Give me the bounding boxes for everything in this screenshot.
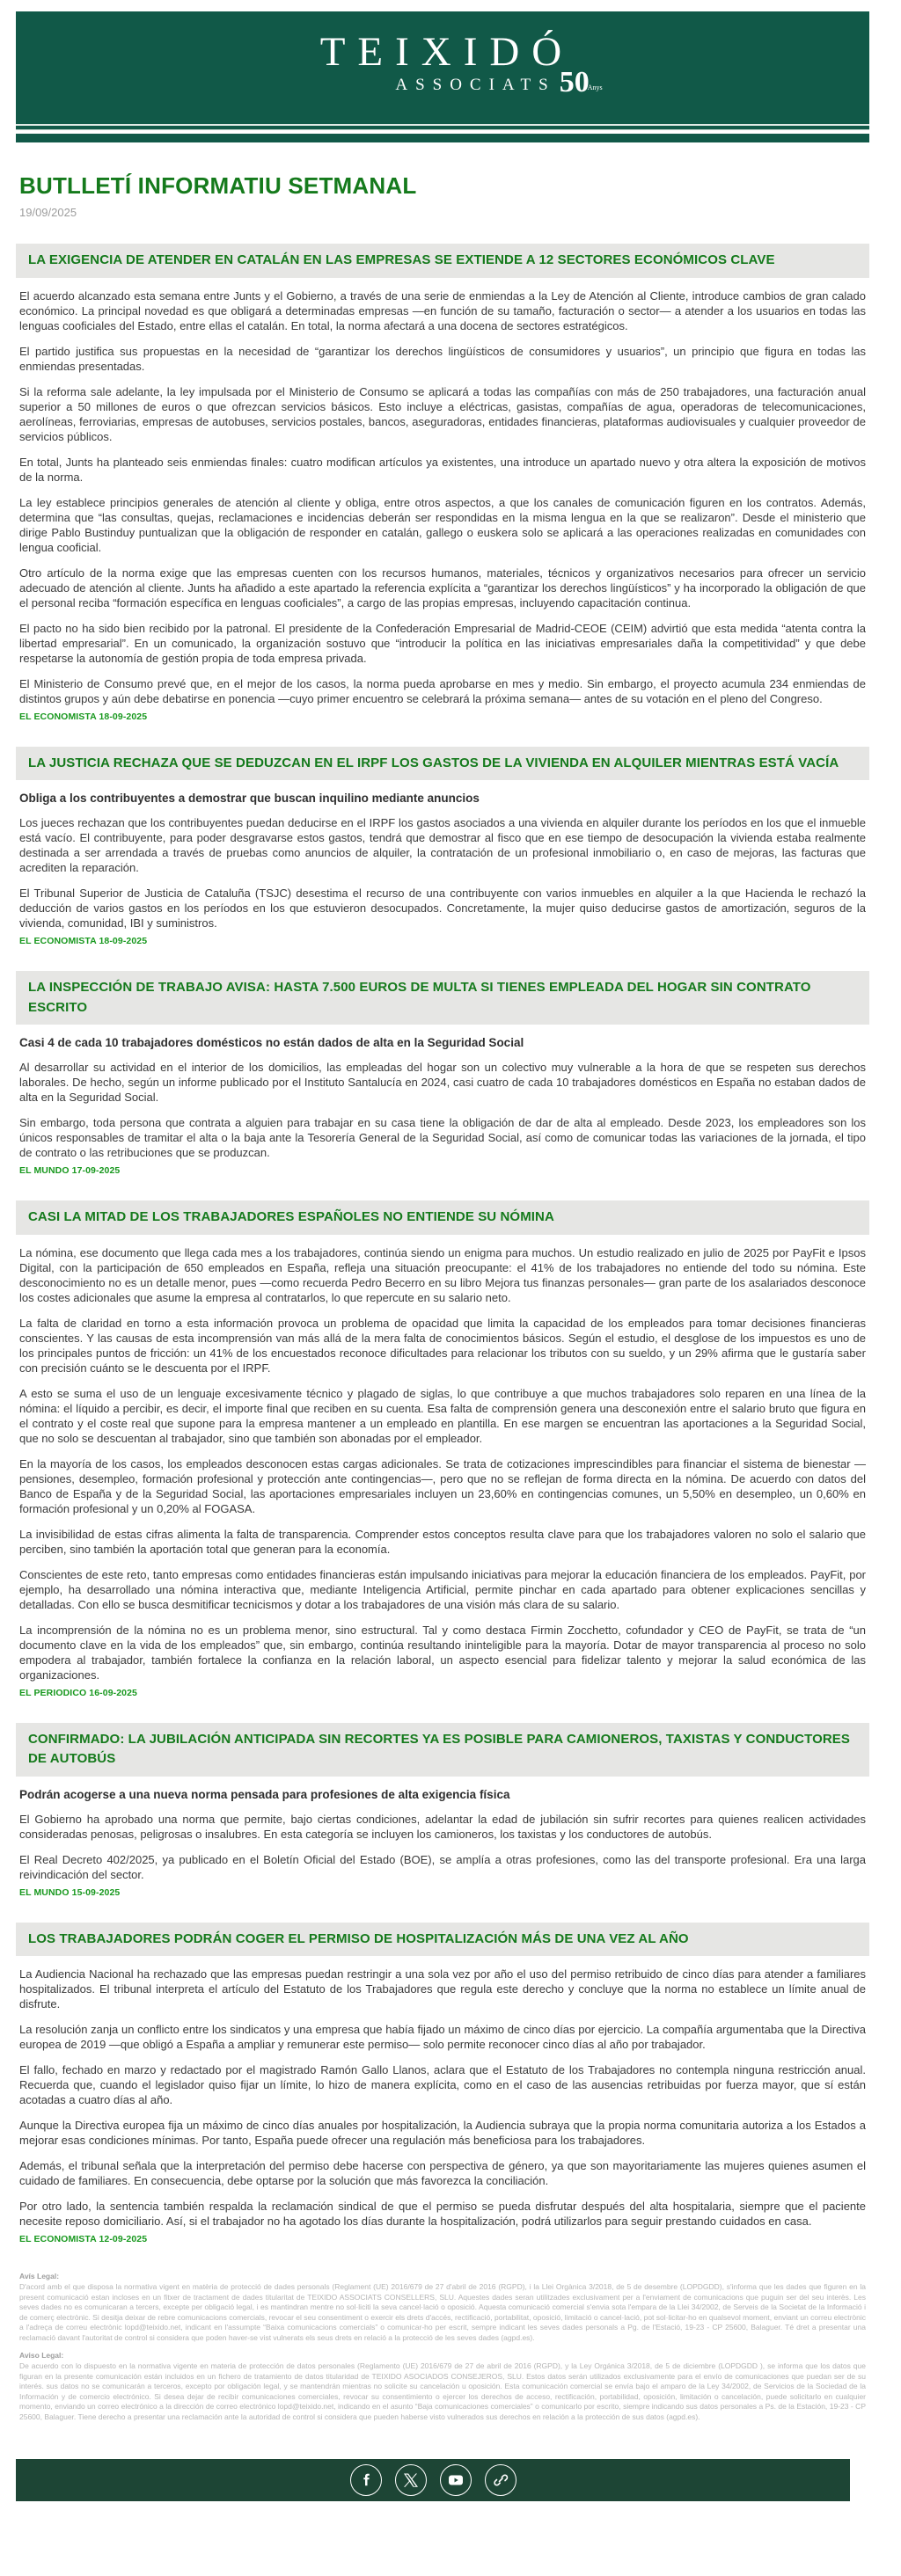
article-paragraph: La Audiencia Nacional ha rechazado que las empresas puedan restringir a una sola vez por año el uso del permiso retribuido de cinco días para atender a familiares hospitalizados. El tribunal interpreta el artículo del Estatuto de los Trabajadores que regula este derecho y concluye que la norma no establece un límite anual de disfrute.: [19, 1967, 866, 2010]
legal-block-catalan: [16, 2271, 869, 2343]
anniversary-50-logo: 50Anys: [559, 65, 603, 99]
section-title: LOS TRABAJADORES PODRÁN COGER EL PERMISO DE HOSPITALIZACIÓN MÁS DE UNA VEZ AL AÑO: [16, 1923, 869, 1957]
newsletter-page: [16, 11, 869, 2556]
footer-bar: [16, 2459, 850, 2501]
banner-double-rule: [16, 124, 869, 130]
source-citation: EL ECONOMISTA 12-09-2025: [19, 2234, 148, 2244]
news-section: [16, 244, 869, 722]
source-citation: EL MUNDO 17-09-2025: [19, 1165, 121, 1176]
article-paragraph: La invisibilidad de estas cifras alimenta la falta de transparencia. Comprender estos conceptos resulta clave para que los trabajadores valoren no solo el salario que perciben, sino también la aportación total que generan para la economía.: [19, 1527, 866, 1556]
source-citation: EL PERIODICO 16-09-2025: [19, 1687, 137, 1698]
x-twitter-icon[interactable]: [395, 2464, 427, 2496]
legal-title: Aviso Legal:: [19, 2351, 64, 2360]
news-section: [16, 1723, 869, 1898]
section-title: CASI LA MITAD DE LOS TRABAJADORES ESPAÑOLES NO ENTIENDE SU NÓMINA: [16, 1200, 869, 1235]
article-paragraph: El fallo, fechado en marzo y redactado por el magistrado Ramón Gallo Llanos, aclara que el Estatuto de los Trabajadores no contempla ninguna restricción anual. Recuerda que, cuando el legislador quiso fijar un límite, lo hizo de manera explícita, como en el caso de las ausencias retribuidas por fuerza mayor, que sí están acotadas a cuatro días al año.: [19, 2063, 866, 2106]
link-icon[interactable]: [485, 2464, 516, 2496]
article-paragraph: El acuerdo alcanzado esta semana entre Junts y el Gobierno, a través de una serie de enmiendas a la Ley de Atención al Cliente, introduce cambios de gran calado económico. La principal novedad es que obligará a determinadas empresas —en función de su tamaño, facturación o sector— a atender a los usuarios en todas las lenguas cooficiales del Estado, entre ellas el catalán. En total, la norma afectará a una docena de sectores estratégicos.: [19, 288, 866, 332]
article-paragraph: Además, el tribunal señala que la interpretación del permiso debe hacerse con perspectiva de género, ya que son mayoritariamente las mujeres quienes asumen el cuidado de familiares. En consecuencia, debe optarse por la solución que más favorezca la conciliación.: [19, 2159, 866, 2187]
source-citation: EL MUNDO 15-09-2025: [19, 1886, 121, 1898]
article-paragraph: Los jueces rechazan que los contribuyentes puedan deducirse en el IRPF los gastos asociados a una vivienda en alquiler durante los períodos en los que el inmueble está vacío. El contribuyente, para poder desgravarse estos gastos, tendrá que demostrar al fisco que en ese tiempo de desocupación la vivienda estaba realmente destinada a ser arrendada a través de pruebas como anuncios de alquiler, la contratación de un profesional inmobiliario o, en caso de mejoras, las facturas que acrediten la reparación.: [19, 816, 866, 874]
article-paragraph: Sin embargo, toda persona que contrata a alguien para trabajar en su casa tiene la obligación de dar de alta al empleado. Desde 2023, los empleadores son los únicos responsables de tramitar el alta o la baja ante la Tesorería General de la Seguridad Social, así como de comunicar todas las variaciones de la jornada, el tipo de contrato o las retribuciones que se produzcan.: [19, 1116, 866, 1159]
article-paragraph: Aunque la Directiva europea fija un máximo de cinco días anuales por hospitalización, la Audiencia subraya que la propia norma comunitaria autoriza a los Estados a mejorar esas condiciones mínimas. Por tanto, España puede ofrecer una regulación más beneficiosa para los trabajadores.: [19, 2119, 866, 2147]
news-section: [16, 747, 869, 947]
article-paragraph: A esto se suma el uso de un lenguaje excesivamente técnico y plagado de siglas, lo que contribuye a que muchos trabajadores solo reparen en una línea de la nómina: el líquido a percibir, es decir, el importe final que reciben en su cuenta. Esa falta de comprensión genera una desconexión entre el salario bruto que figura en el contrato y el coste real que supone para la empresa mantener a un empleado en plantilla. En ese margen se encuentran las aportaciones a la Seguridad Social, que no solo se descuentan al trabajador, sino que también son abonadas por el empleador.: [19, 1386, 866, 1445]
article-paragraph: La nómina, ese documento que llega cada mes a los trabajadores, continúa siendo un enigma para muchos. Un estudio realizado en julio de 2025 por PayFit e Ipsos Digital, con la participación de 650 empleados en España, refleja una situación preocupante: el 41% de los trabajadores no entiende del todo su nómina. Este desconocimiento no es un detalle menor, pues —como recuerda Pedro Becerro en su libro Mejora tus finanzas personales— gran parte de los asalariados desconoce los costes adicionales que asume la empresa al contratarlos, lo que repercute en su salario neto.: [19, 1245, 866, 1304]
page-title: BUTLLETÍ INFORMATIU SETMANAL: [19, 172, 417, 199]
article-paragraph: El partido justifica sus propuestas en la necesidad de “garantizar los derechos lingüísticos de consumidores y usuarios”, un principio que figura en todas las enmiendas presentadas.: [19, 344, 866, 373]
article-paragraph: El Real Decreto 402/2025, ya publicado en el Boletín Oficial del Estado (BOE), se amplía a otras profesiones, como las del transporte profesional. Era una larga reivindicación del sector.: [19, 1852, 866, 1881]
section-subtitle: Obliga a los contribuyentes a demostrar que buscan inquilino mediante anuncios: [19, 792, 480, 805]
legal-notices: [16, 2271, 869, 2422]
youtube-icon[interactable]: [440, 2464, 472, 2496]
brand-name: TEIXIDÓ: [319, 29, 575, 76]
legal-text: De acuerdo con lo dispuesto en la normativa vigente en materia de protección de datos personales (Reglamento (UE) 2016/679 de 27 de abril de 2016 (RGPD), y la Ley Orgánica 3/2018, de 5 de diciembre (LOPDGDD ), se informa que los datos que figuran en la presente comunicación están incluidos en un fichero de tratamiento de datos titularidad de TEIXIDO ASOCIADOS CONSEJEROS, SLU. Estos datos serán utilizados exclusivamente para el envío de comunicaciones que puedan ser de su interés. sus datos no se comunicarán a terceros, excepto por obligación legal, y se mantendrán mientras no solicite su cancelación u oposición. Esta comunicación comercial se envía bajo el amparo de la Ley 34/2002, de Servicios de la Sociedad de la Información y de comercio electrónico. Si desea dejar de recibir comunicaciones comerciales, revocar su consentimiento o ejercer los derechos de acceso, rectificación, portabilidad, oposición, limitación o cancelación, puede solicitarlo en cualquier momento, enviando un correo electrónico a la dirección de correo electrónico lopd@teixido.net, indicando en el asunto “Baja comunicaciones comerciales” o comunicarlo por escrito, siempre indicando sus datos personales a Ps. de la Estación, 19-23 - CP 25600, Balaguer. Tiene derecho a presentar una reclamación ante la autoridad de control si considera que pueden haberse visto vulnerados sus derechos en relación a la protección de sus datos (agpd.es).: [19, 2361, 866, 2421]
section-title: LA INSPECCIÓN DE TRABAJO AVISA: HASTA 7.500 EUROS DE MULTA SI TIENES EMPLEADA DEL HOGAR SIN CONTRATO ESCRITO: [16, 971, 869, 1025]
article-paragraph: Si la reforma sale adelante, la ley impulsada por el Ministerio de Consumo se aplicará a todas las compañías con más de 250 trabajadores, una facturación anual superior a 50 millones de euros o que ofrezcan servicios básicos. Esto incluye a eléctricas, gasistas, compañías de agua, operadoras de telecomunicaciones, aerolíneas, ferroviarias, empresas de autobuses, servicios postales, bancos, aseguradoras, entidades financieras, plataformas audiovisuales y cualquier proveedor de servicios públicos.: [19, 384, 866, 443]
section-title: LA EXIGENCIA DE ATENDER EN CATALÁN EN LAS EMPRESAS SE EXTIENDE A 12 SECTORES ECONÓMICOS CLAVE: [16, 244, 869, 278]
article-paragraph: El Gobierno ha aprobado una norma que permite, bajo ciertas condiciones, adelantar la edad de jubilación sin sufrir recortes para quienes realicen actividades consideradas penosas, peligrosas o insalubres. En esta categoría se incluyen los camioneros, los taxistas y los conductores de autobús.: [19, 1812, 866, 1841]
article-paragraph: La ley establece principios generales de atención al cliente y obliga, entre otros aspectos, a que los canales de comunicación figuren en los contratos. Además, determina que “las consultas, quejas, reclamaciones e incidencias deberán ser respondidas en la misma lengua en la que se realizaron”. Desde el ministerio que dirige Pablo Bustinduy puntualizan que la obligación de responder en catalán, gallego o euskera solo se aplicará a las operaciones realizadas en comunidades con lengua cooficial.: [19, 495, 866, 554]
anniversary-suffix: Anys: [587, 83, 603, 91]
legal-block-spanish: [16, 2350, 869, 2422]
brand-banner: [16, 11, 869, 124]
banner-bottom-strip: [16, 134, 869, 142]
article-paragraph: Conscientes de este reto, tanto empresas como entidades financieras están impulsando iniciativas para mejorar la educación financiera de los empleados. PayFit, por ejemplo, ha desarrollado una nómina interactiva que, mediante Inteligencia Artificial, permite pinchar en cada apartado para obtener explicaciones sencillas y detalladas. Con ello se busca desmitificar tecnicismos y dotar a los trabajadores de una visión más clara de su salario.: [19, 1567, 866, 1611]
article-paragraph: En la mayoría de los casos, los empleados desconocen estas cargas adicionales. Se trata de cotizaciones imprescindibles para financiar el sistema de bienestar —pensiones, desempleo, formación profesional y protección ante contingencias—, pero que no se reflejan de forma directa en la nómina. De acuerdo con datos del Banco de España y de la Seguridad Social, las aportaciones empresariales incluyen un 23,60% en contingencias comunes, un 5,50% en desempleo, un 0,60% en formación profesional y un 0,20% al FOGASA.: [19, 1456, 866, 1515]
section-subtitle: Casi 4 de cada 10 trabajadores domésticos no están dados de alta en la Seguridad Social: [19, 1036, 524, 1049]
article-paragraph: La resolución zanja un conflicto entre los sindicatos y una empresa que había fijado un máximo de cinco días por ejercicio. La compañía argumentaba que la Directiva europea de 2019 —que obligó a España a ampliar y remunerar este permiso— solo permite reconocer cinco días al año por trabajador.: [19, 2023, 866, 2051]
article-paragraph: Otro artículo de la norma exige que las empresas cuenten con los recursos humanos, materiales, técnicos y organizativos necesarios para ofrecer un servicio adecuado de atención al cliente. Junts ha añadido a este apartado la referencia explícita a “garantizar los derechos lingüísticos” y ha incorporado la obligación de que el personal reciba “formación específica en lenguas cooficiales”, a cargo de las propias empresas, incluyendo capacitación continua.: [19, 566, 866, 609]
news-section: [16, 1923, 869, 2245]
news-section: [16, 971, 869, 1176]
legal-text: D'acord amb el que disposa la normativa vigent en matèria de protecció de dades personals (Reglament (UE) 2016/679 de 27 d'abril de 2016 (RGPD), i la Llei Orgànica 3/2018, de 5 de desembre (LOPDGDD), s'informa que les dades que figuren en la present comunicació estan incloses en un fitxer de tractament de dades titularitat de TEIXIDO ASSOCIATS CONSELLERS, SLU. Aquestes dades seran utilitzades exclusivament per a l'enviament de comunicacions que puguin ser del seu interès. Les seves dades no es comunicaran a tercers, excepte per obligació legal, i es mantindran mentre no sol·liciti la seva cancel·lació o oposició. Aquesta comunicació comercial s'envia sota l'empara de la Llei 34/2002, de Serveis de la Societat de la Informació i de comerç electrònic. Si desitja deixar de rebre comunicacions comercials, revocar el seu consentiment o exercir els drets d'accés, rectificació, portabilitat, oposició, limitació o cancel·lació, pot sol·licitar-ho en qualsevol moment, enviant un correu electrònic a l'adreça de correu electrònic lopd@teixido.net, indicant en l'assumpte “Baixa comunicacions comercials” o comunicar-ho per escrit, sempre indicant les seves dades personals a Pg. de l'Estació, 19-23 - CP 25600, Balaguer. Té dret a presentar una reclamació davant l'autoritat de control si considera que poden haver-se vist vulnerats els seus drets en relació a la protecció de les seves dades (agpd.es).: [19, 2282, 866, 2342]
article-paragraph: El Ministerio de Consumo prevé que, en el mejor de los casos, la norma pueda aprobarse en mes y medio. Sin embargo, el proyecto acumula 234 enmiendas de distintos grupos y aún debe debatirse en ponencia —cuyo primer encuentro se celebrará la próxima semana— antes de su votación en el pleno del Congreso.: [19, 676, 866, 705]
article-paragraph: La falta de claridad en torno a esta información provoca un problema de opacidad que limita la capacidad de los empleados para tomar decisiones financieras conscientes. Y las causas de esta incomprensión van más allá de la mera falta de conocimientos básicos. Según el estudio, el desglose de los impuestos es uno de los principales puntos de fricción: un 41% de los encuestados reconoce dificultades para relacionar los tributos con su sueldo, y un 29% afirma que le gustaría saber con precisión cuánto se le descuenta por el IRPF.: [19, 1316, 866, 1375]
article-paragraph: Por otro lado, la sentencia también respalda la reclamación sindical de que el permiso se pueda disfrutar después del alta hospitalaria, siempre que el paciente necesite reposo domiciliario. Así, si el trabajador no ha agotado los días durante la hospitalización, podrá utilizarlos para seguir prestando cuidados en casa.: [19, 2200, 866, 2228]
source-citation: EL ECONOMISTA 18-09-2025: [19, 936, 148, 946]
section-title: CONFIRMADO: LA JUBILACIÓN ANTICIPADA SIN RECORTES YA ES POSIBLE PARA CAMIONEROS, TAXISTAS Y CONDUCTORES DE AUTOBÚS: [16, 1723, 869, 1777]
article-paragraph: El pacto no ha sido bien recibido por la patronal. El presidente de la Confederación Empresarial de Madrid-CEOE (CEIM) advirtió que esta medida “atenta contra la libertad empresarial”. En un comunicado, la organización sostuvo que “introducir la política en las iniciativas empresariales daña la competitividad” y que debe respetarse la autonomía de gestión propia de toda empresa privada.: [19, 621, 866, 665]
article-paragraph: El Tribunal Superior de Justicia de Cataluña (TSJC) desestima el recurso de una contribuyente con varios inmuebles en alquiler a la que Hacienda le rechazó la deducción de varios gastos en los períodos en los que estuvieron desocupados. Concretamente, la mujer quiso deducirse gastos de amortización, seguros de la vivienda, comunidad, IBI y suministros.: [19, 887, 866, 930]
bottom-whitespace: [16, 2501, 869, 2556]
legal-title: Avís Legal:: [19, 2272, 60, 2280]
article-paragraph: En total, Junts ha planteado seis enmiendas finales: cuatro modifican artículos ya existentes, una introduce un apartado nuevo y otra altera la exposición de motivos de la norma.: [19, 455, 866, 484]
article-paragraph: Al desarrollar su actividad en el interior de los domicilios, las empleadas del hogar son un colectivo muy vulnerable a la hora de que se respeten sus derechos laborales. De hecho, según un informe publicado por el Instituto Santalucía en 2024, casi cuatro de cada 10 trabajadores domésticos en España no estaban dados de alta en la Seguridad Social.: [19, 1061, 866, 1104]
news-section: [16, 1200, 869, 1698]
page-date: 19/09/2025: [19, 206, 77, 219]
brand-logo: [289, 31, 604, 99]
source-citation: EL ECONOMISTA 18-09-2025: [19, 711, 148, 722]
article-paragraph: La incomprensión de la nómina no es un problema menor, sino estructural. Tal y como destaca Firmin Zocchetto, cofundador y CEO de PayFit, se trata de “un documento clave en la vida de los empleados” que, sin embargo, continúa resultando ininteligible para la mayoría. Dotar de mayor transparencia al proceso no solo empodera al trabajador, también fortalece la confianza en la relación laboral, un aspecto esencial para fidelizar talento y mejorar la salud económica de las organizaciones.: [19, 1623, 866, 1682]
section-subtitle: Podrán acogerse a una nueva norma pensada para profesiones de alta exigencia física: [19, 1787, 510, 1801]
brand-subname: ASSOCIATS: [395, 75, 556, 94]
sections: [16, 244, 869, 2244]
section-title: LA JUSTICIA RECHAZA QUE SE DEDUZCAN EN EL IRPF LOS GASTOS DE LA VIVIENDA EN ALQUILER MIENTRAS ESTÁ VACÍA: [16, 747, 869, 781]
facebook-icon[interactable]: [350, 2464, 382, 2496]
